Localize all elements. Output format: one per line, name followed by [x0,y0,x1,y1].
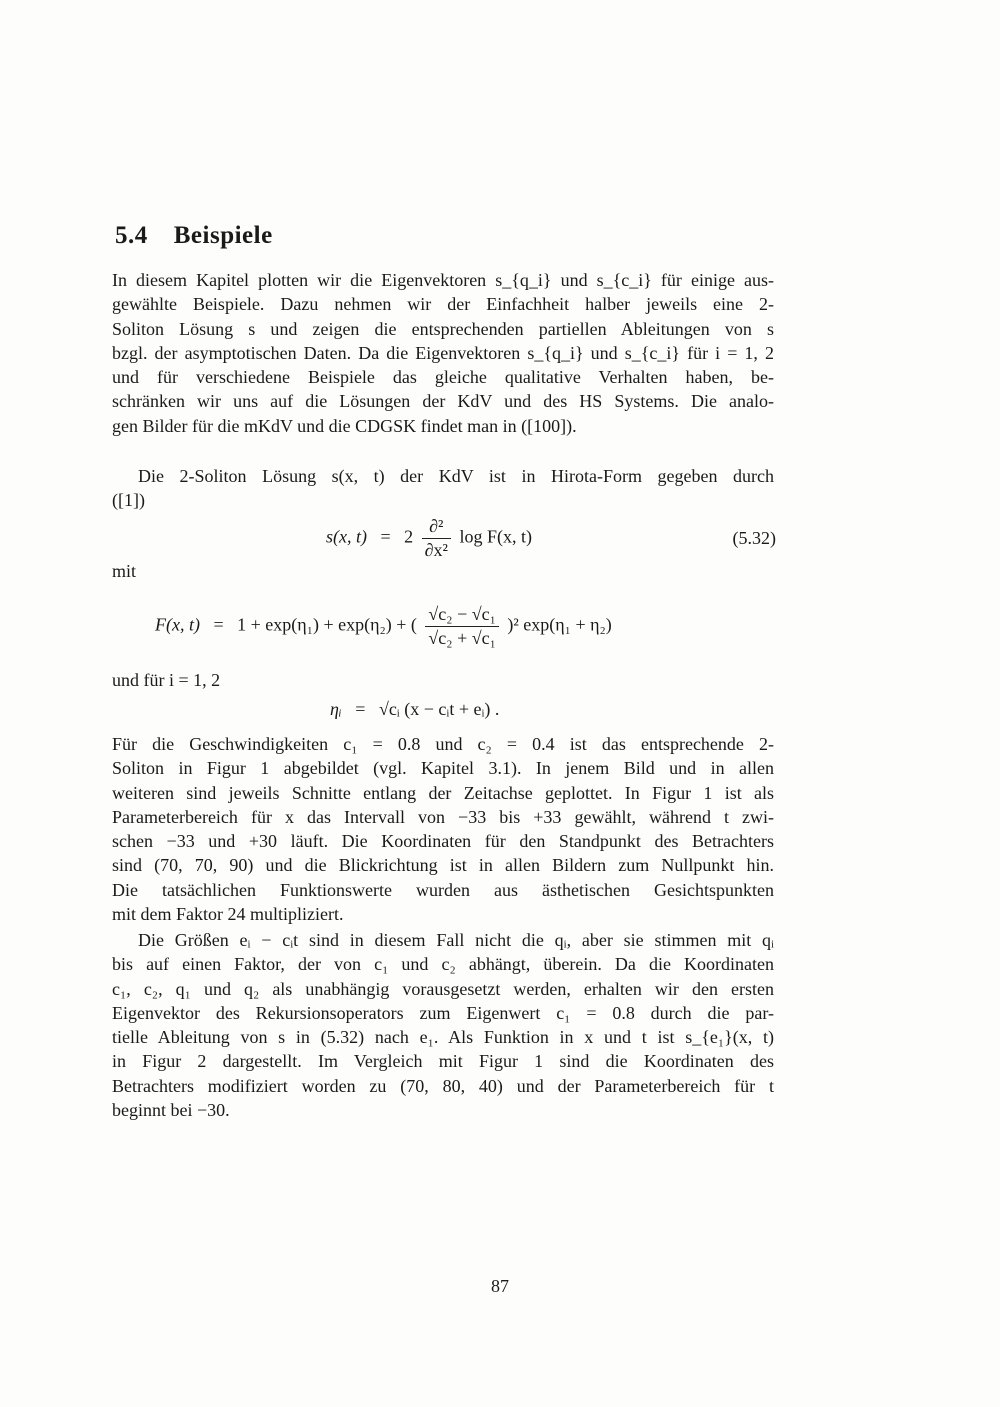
section-title: Beispiele [173,222,273,249]
eq-fraction [422,516,451,561]
text-line: weiteren sind jeweils Schnitte entlang der Zeitachse geplottet. In Figur 1 ist als [112,782,774,803]
paragraph-hirota [112,464,774,513]
frac-denominator: ∂x² [424,540,448,560]
equation-number: (5.32) [732,528,776,548]
text-line: Parameterbereich für x das Intervall von −33 bis +33 gewählt, während t zwi- [112,806,774,827]
paragraph-figure1 [112,732,774,926]
eq-fraction [425,604,498,649]
text-line: ([1]) [112,490,145,511]
equation-5-32 [326,516,532,561]
frac-numerator: ∂² [422,516,451,539]
text-line: schränken wir uns auf die Lösungen der KdV und des HS Systems. Die analo- [112,391,774,412]
eq-coef: 2 [404,526,414,547]
text-line: Soliton Lösung s und zeigen die entsprechenden partiellen Ableitungen von s [112,318,774,339]
text-mit: mit [112,561,137,581]
frac-numerator: √c₂ − √c₁ [425,604,498,627]
eq-equals: = [213,614,224,635]
text-line: tielle Ableitung von s in (5.32) nach e₁. Als Funktion in x und t ist s_{e₁}(x, t) [112,1027,774,1048]
equation-F [155,604,612,649]
frac-denominator: √c₂ + √c₁ [428,628,496,648]
eq-equals: = [355,699,366,719]
text-line: Die Größen eᵢ − cᵢt sind in diesem Fall nicht die qᵢ, aber sie stimmen mit qᵢ [138,930,774,950]
text-line: und für verschiedene Beispiele das gleiche qualitative Verhalten haben, be- [112,367,774,388]
section-heading [115,222,273,250]
text-line: mit dem Faktor 24 multipliziert. [112,904,344,925]
eq-lhs: F(x, t) [155,614,200,635]
text-line: schen −33 und +30 läuft. Die Koordinaten für den Standpunkt des Betrachters [112,831,774,852]
eq-lhs: s(x, t) [326,526,367,547]
text-line: bzgl. der asymptotischen Daten. Da die Eigenvektoren s_{q_i} und s_{c_i} für i = 1, 2 [112,342,774,363]
text-line: Eigenvektor des Rekursionsoperators zum Eigenwert c₁ = 0.8 durch die par- [112,1002,774,1023]
eq-body: 1 + exp(η₁) + exp(η₂) + ( [237,614,417,635]
text-line: c₁, c₂, q₁ und q₂ als unabhängig vorausgesetzt werden, erhalten wir den ersten [112,978,774,999]
text-line: Soliton in Figur 1 abgebildet (vgl. Kapitel 3.1). In jenem Bild und in allen [112,758,774,779]
text-line: Die 2-Soliton Lösung s(x, t) der KdV ist in Hirota-Form gegeben durch [138,466,774,486]
text-line: sind (70, 70, 90) und die Blickrichtung ist in allen Bildern zum Nullpunkt hin. [112,855,774,876]
paragraph-figure2 [112,928,774,1122]
text-line: gewählte Beispiele. Dazu nehmen wir der Einfachheit halber jeweils eine 2- [112,294,774,315]
eq-equals: = [380,526,391,547]
eq-rhs: √cᵢ (x − cᵢt + eᵢ) . [378,699,500,719]
text-line: Die tatsächlichen Funktionswerte wurden aus ästhetischen Gesichtspunkten [112,879,774,900]
eq-rhs: log F(x, t) [459,526,532,547]
text-line: Betrachters modifiziert worden zu (70, 80, 40) und der Parameterbereich für t [112,1075,774,1096]
eq-body-tail: )² exp(η₁ + η₂) [507,614,612,635]
paragraph-intro [112,268,774,438]
text-line: In diesem Kapitel plotten wir die Eigenvektoren s_{q_i} und s_{c_i} für einige aus- [112,270,774,290]
section-number: 5.4 [115,222,148,249]
equation-eta [330,699,499,720]
page-number: 87 [491,1276,509,1296]
text-line: bis auf einen Faktor, der von c₁ und c₂ abhängt, überein. Da die Koordinaten [112,954,774,975]
text-line: in Figur 2 dargestellt. Im Vergleich mit Figur 1 sind die Koordinaten des [112,1051,774,1072]
eq-lhs: ηᵢ [330,699,342,719]
text-line: beginnt bei −30. [112,1100,230,1121]
text-line: Für die Geschwindigkeiten c₁ = 0.8 und c₂ = 0.4 ist das entsprechende 2- [112,734,774,754]
text-line: gen Bilder für die mKdV und die CDGSK findet man in ([100]). [112,415,577,436]
text-und-fuer: und für i = 1, 2 [112,670,221,690]
